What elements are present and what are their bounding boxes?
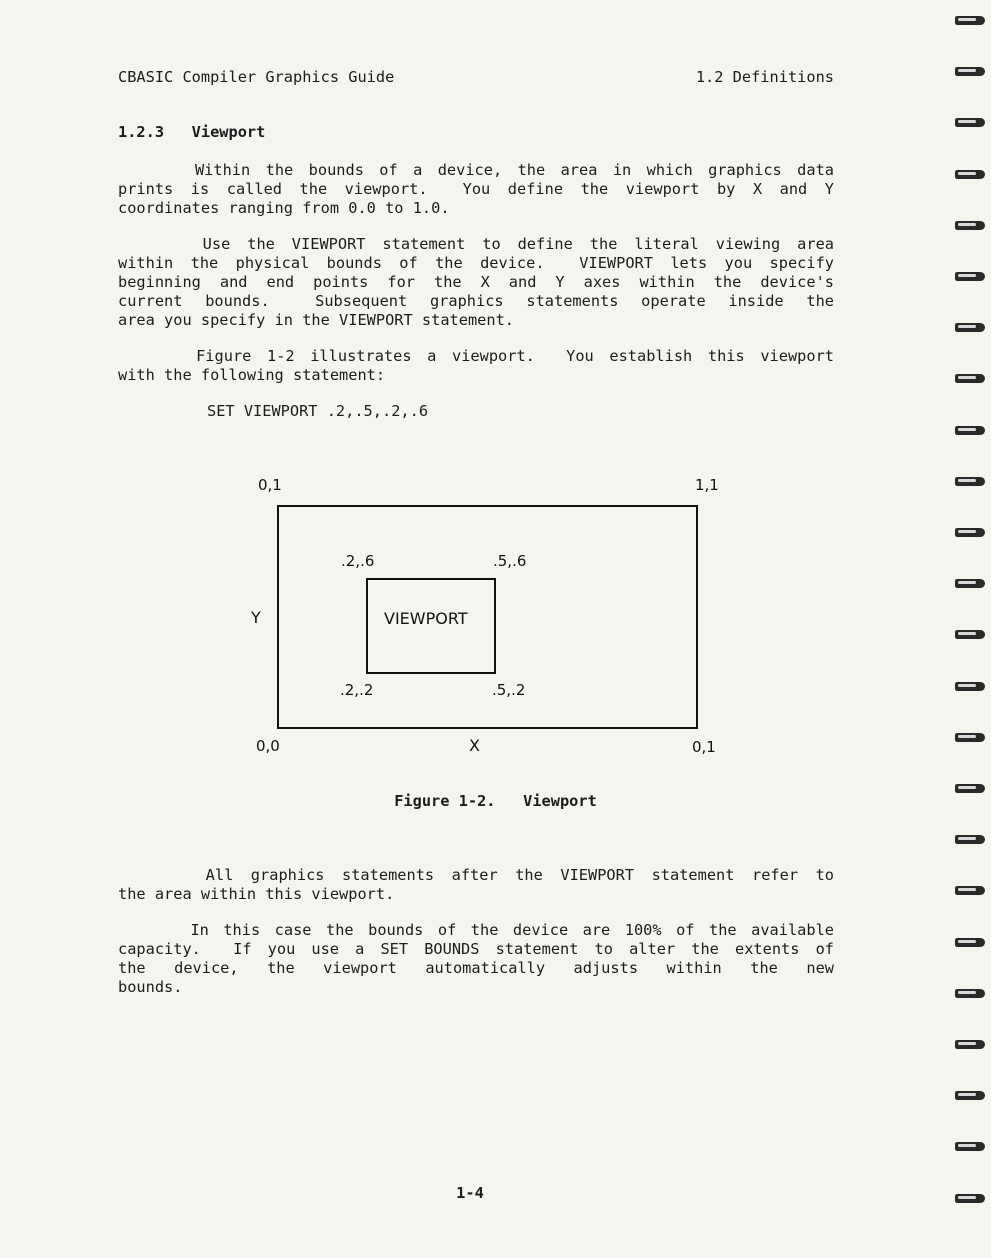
paragraph-viewport-definition <box>118 161 834 218</box>
binding-hole-icon <box>955 733 987 745</box>
paragraph-bounds-note <box>118 921 834 997</box>
text-line: All graphics statements after the VIEWPORT statement refer to <box>118 866 834 884</box>
corner-label-bottom-right: 0,1 <box>692 738 716 756</box>
binding-hole-icon <box>955 528 987 540</box>
viewport-corner-bottom-left: .2,.2 <box>340 681 374 699</box>
figure-caption: Figure 1-2. Viewport <box>394 792 597 810</box>
text-line: prints is called the viewport. You define the viewport by X and Y <box>118 180 834 198</box>
binding-hole-icon <box>955 1091 987 1103</box>
binding-hole-icon <box>955 118 987 130</box>
binding-hole-icon <box>955 1142 987 1154</box>
text-line: Within the bounds of a device, the area in which graphics data <box>118 161 834 179</box>
text-line: current bounds. Subsequent graphics statements operate inside the <box>118 292 834 310</box>
text-line: Figure 1-2 illustrates a viewport. You establish this viewport <box>118 347 834 365</box>
binding-hole-icon <box>955 579 987 591</box>
binding-hole-icon <box>955 170 987 182</box>
binding-hole-icon <box>955 1040 987 1052</box>
section-heading: 1.2.3 Viewport <box>118 123 266 141</box>
axis-label-y: Y <box>251 608 261 627</box>
corner-label-bottom-left: 0,0 <box>256 737 280 755</box>
binding-hole-icon <box>955 374 987 386</box>
text-line: Use the VIEWPORT statement to define the literal viewing area <box>118 235 834 253</box>
axis-label-x: X <box>469 736 480 755</box>
corner-label-top-right: 1,1 <box>695 476 719 494</box>
binding-hole-icon <box>955 886 987 898</box>
paragraph-statements-refer <box>118 866 834 904</box>
binding-hole-icon <box>955 272 987 284</box>
paragraph-figure-intro <box>118 347 834 385</box>
header-title: CBASIC Compiler Graphics Guide <box>118 68 395 86</box>
binding-hole-icon <box>955 938 987 950</box>
viewport-corner-top-left: .2,.6 <box>341 552 375 570</box>
header-section: 1.2 Definitions <box>695 68 834 86</box>
text-line: area you specify in the VIEWPORT statement. <box>118 311 515 329</box>
binding-hole-icon <box>955 989 987 1001</box>
binding-hole-icon <box>955 221 987 233</box>
code-statement: SET VIEWPORT .2,.5,.2,.6 <box>207 402 429 420</box>
binding-hole-icon <box>955 784 987 796</box>
running-header <box>118 68 834 90</box>
text-line: capacity. If you use a SET BOUNDS statement to alter the extents of <box>118 940 834 958</box>
binding-hole-icon <box>955 16 987 28</box>
binding-hole-icon <box>955 67 987 79</box>
text-line: with the following statement: <box>118 366 386 384</box>
viewport-corner-top-right: .5,.6 <box>493 552 527 570</box>
binding-hole-icon <box>955 630 987 642</box>
viewport-corner-bottom-right: .5,.2 <box>492 681 526 699</box>
text-line: beginning and end points for the X and Y axes within the device's <box>118 273 834 291</box>
text-line: In this case the bounds of the device are 100% of the available <box>118 921 834 939</box>
binding-hole-icon <box>955 682 987 694</box>
binding-hole-icon <box>955 477 987 489</box>
text-line: coordinates ranging from 0.0 to 1.0. <box>118 199 450 217</box>
text-line: the device, the viewport automatically adjusts within the new <box>118 959 834 977</box>
page-number: 1-4 <box>456 1184 484 1202</box>
viewport-figure <box>240 470 740 770</box>
text-line: the area within this viewport. <box>118 885 395 903</box>
paragraph-viewport-statement <box>118 235 834 330</box>
binding-hole-icon <box>955 1194 987 1206</box>
binding-hole-icon <box>955 835 987 847</box>
binding-hole-icon <box>955 426 987 438</box>
viewport-label: VIEWPORT <box>384 609 468 628</box>
text-line: bounds. <box>118 978 183 996</box>
binding-hole-icon <box>955 323 987 335</box>
text-line: within the physical bounds of the device. VIEWPORT lets you specify <box>118 254 834 272</box>
spiral-binding <box>943 0 991 1258</box>
corner-label-top-left: 0,1 <box>258 476 282 494</box>
